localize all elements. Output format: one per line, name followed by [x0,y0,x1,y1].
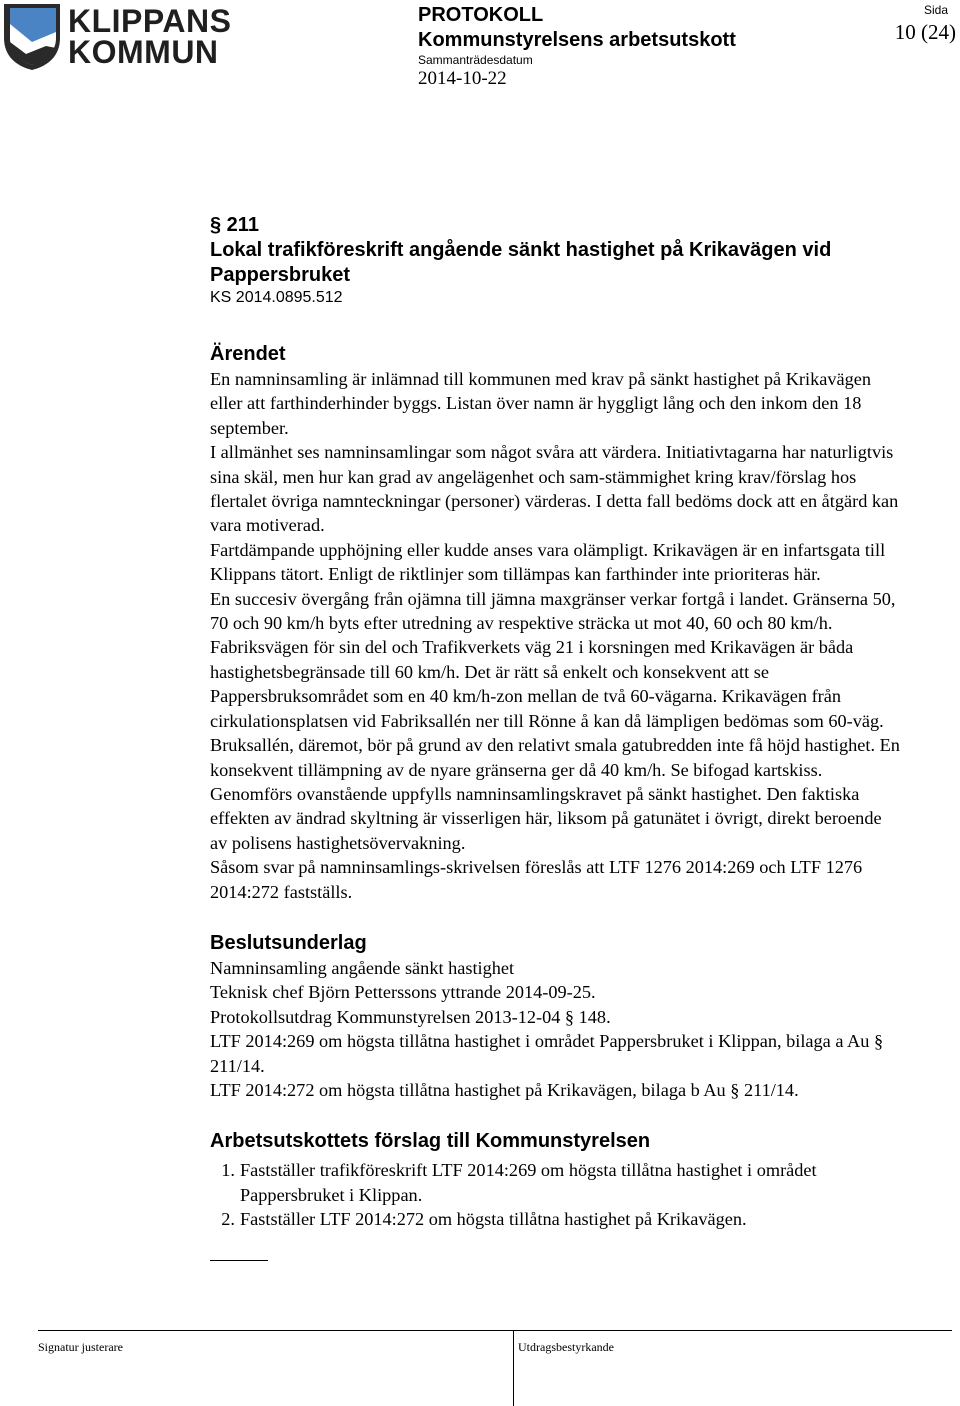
logo-text-line1: KLIPPANS [68,3,232,39]
forslag-heading: Arbetsutskottets förslag till Kommunstyrelsen [210,1130,651,1153]
meeting-date: 2014-10-22 [418,68,507,89]
forslag-item-text: Fastställer trafikföreskrift LTF 2014:269 om högsta tillåtna hastighet i området Pappersbruket i Klippan. [240,1160,817,1205]
arendet-heading: Ärendet [210,343,286,365]
beslutsunderlag-item: LTF 2014:269 om högsta tillåtna hastighet i området Pappersbruket i Klippan, bilaga a Au § 211/14. [210,1031,884,1076]
coat-of-arms-icon [2,2,64,72]
arendet-body [210,367,900,904]
beslutsunderlag-heading: Beslutsunderlag [210,931,367,954]
end-rule [210,1260,268,1261]
arendet-paragraph: Såsom svar på namninsamlings-skrivelsen föreslås att LTF 1276 2014:269 och LTF 1276 2014:272 fastställs. [210,857,863,902]
klippans-kommun-logo [2,2,232,72]
beslutsunderlag-list [210,956,900,1102]
arendet-paragraph: En succesiv övergång från ojämna till jämna maxgränser verkar fortgå i landet. Gränserna 50, 70 och 90 km/h byts efter utredning av respektive sträcka ut mot 40, 60 och 80 km/h. Fabriksvägen för sin del och Trafikverkets väg 21 i korsningen med Krikavägen är båda hastighetsbegränsade till 60 km/h. Det är rätt så enkelt och konsekvent att se Pappersbruksområdet som en 40 km/h-zon mellan de två 60-vägarna. Krikavägen från cirkulationsplatsen vid Fabriksallén ner till Rönne å kan då lämpligen bedömas som 60-väg. Bruksallén, däremot, bör på grund av den relativt smala gatubredden inte få höjd hastighet. En konsekvent tillämpning av de nyare gränserna ger då 40 km/h. Se bifogad kartskiss. Genomförs ovanstående uppfylls namninsamlingskravet på sänkt hastighet. Den faktiska effekten av ändrad skyltning är visserligen här, liksom på gatunätet i övrigt, direkt beroende av polisens hastighetsövervakning. [210,588,900,853]
meeting-date-label: Sammanträdesdatum [418,53,533,67]
extract-certification-field: Utdragsbestyrkande [518,1340,614,1354]
paragraph-title: Lokal trafikföreskrift angående sänkt hastighet på Krikavägen vid Pappersbruket [210,239,832,286]
arendet-paragraph: I allmänhet ses namninsamlingar som något svåra att värdera. Initiativtagarna har naturligtvis sina skäl, men hur kan grad av angelägenhet och sam-stämmighet kring krav/förslag hos flertalet övriga namnteckningar (personer) värderas. I detta fall bedöms dock att en åtgärd kan vara motiverad. [210,442,899,536]
case-number: KS 2014.0895.512 [210,289,343,306]
signature-footer [38,1330,952,1406]
forslag-list [210,1158,900,1231]
beslutsunderlag-item: Namninsamling angående sänkt hastighet [210,957,515,978]
footer-divider [513,1330,514,1406]
beslutsunderlag-item: Protokollsutdrag Kommunstyrelsen 2013-12-04 § 148. [210,1006,611,1027]
footer-rule [38,1330,952,1331]
forslag-item-number: 1. [221,1160,235,1181]
beslutsunderlag-item: LTF 2014:272 om högsta tillåtna hastighet på Krikavägen, bilaga b Au § 211/14. [210,1079,799,1100]
forslag-item-number: 2. [221,1209,235,1230]
page-number: 10 (24) [894,20,956,44]
forslag-item [210,1207,900,1231]
paragraph-number: § 211 [210,214,259,236]
page-label: Sida [923,3,948,17]
arendet-paragraph: En namninsamling är inlämnad till kommunen med krav på sänkt hastighet på Krikavägen eller att farthinderhinder byggs. Listan över namn är hyggligt lång och den inkom den 18 september. [210,369,872,438]
logo-text-line2: KOMMUN [68,34,219,70]
committee-name: Kommunstyrelsens arbetsutskott [418,29,736,51]
document-type: PROTOKOLL [418,4,544,26]
beslutsunderlag-item: Teknisk chef Björn Petterssons yttrande 2014-09-25. [210,982,596,1003]
protocol-content [210,190,900,1261]
forslag-item [210,1158,900,1207]
signature-field: Signatur justerare [38,1340,123,1354]
forslag-item-text: Fastställer LTF 2014:272 om högsta tillåtna hastighet på Krikavägen. [240,1209,747,1230]
arendet-paragraph: Fartdämpande upphöjning eller kudde anses vara olämpligt. Krikavägen är en infartsgata till Klippans tätort. Enligt de riktlinjer som tillämpas kan farthinder inte prioriteras här. [210,539,886,585]
